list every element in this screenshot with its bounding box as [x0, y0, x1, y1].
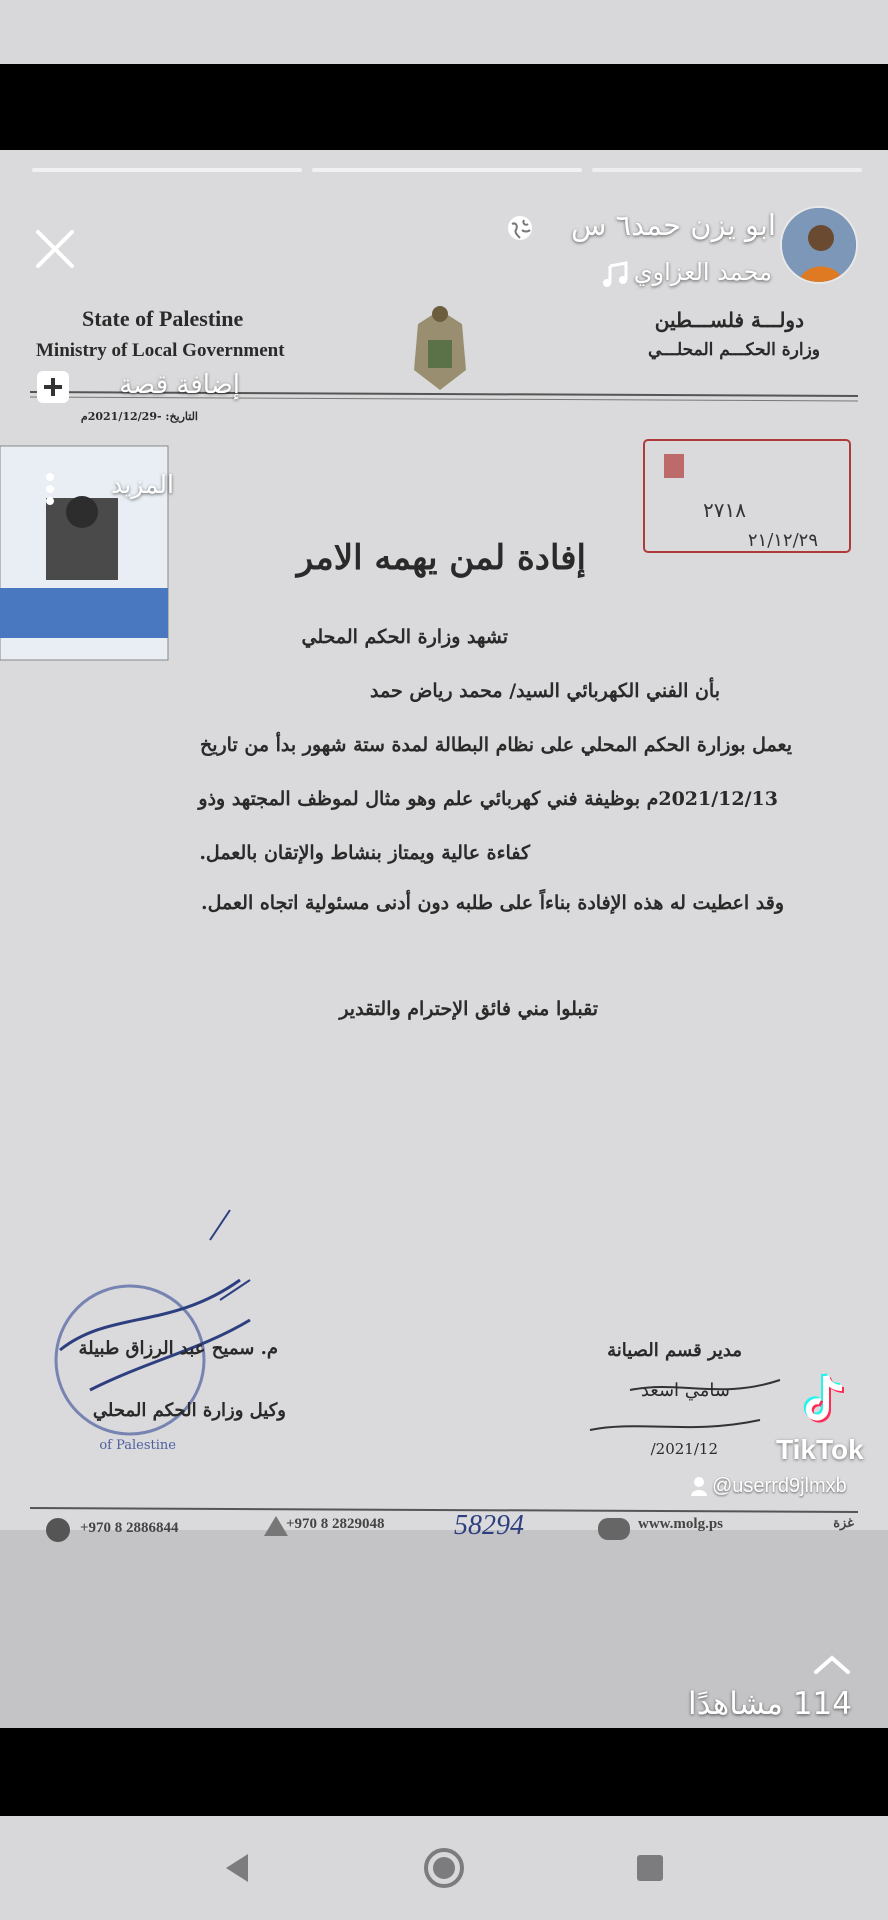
- doc-line-5: كفاءة عالية ويمتاز بنشاط والإتقان بالعمل.: [199, 842, 530, 864]
- story-progress-1: [32, 168, 302, 172]
- doc-line-1: تشهد وزارة الحكم المحلي: [301, 626, 508, 648]
- home-circle-icon: [422, 1846, 466, 1890]
- bottom-letterbox: [0, 1728, 888, 1816]
- header-en-ministry: Ministry of Local Government: [36, 340, 285, 361]
- footer-website: www.molg.ps: [638, 1516, 724, 1532]
- close-icon: [30, 224, 80, 274]
- more-dots: [44, 472, 56, 506]
- footer-handwritten-number: 58294: [454, 1510, 524, 1541]
- story-progress-2: [312, 168, 582, 172]
- nav-recents-button[interactable]: [628, 1846, 672, 1890]
- views-count[interactable]: 114 مشاهدًا: [688, 1686, 852, 1722]
- nav-back-button[interactable]: [216, 1846, 260, 1890]
- footer-city: غزة: [833, 1516, 854, 1531]
- header-en-state: State of Palestine: [82, 306, 244, 331]
- tiktok-user-icon: [690, 1476, 708, 1496]
- doc-line-4: 2021/12/13م بوظيفة فني كهربائي علم وهو مثال لموظف المجتهد وذو: [198, 788, 778, 810]
- doc-line-3: يعمل بوزارة الحكم المحلي على نظام البطالة لمدة ستة شهور بدأ من تاريخ: [199, 734, 792, 756]
- author-avatar[interactable]: [780, 206, 858, 284]
- person-icon: [690, 1476, 708, 1496]
- time-ago: ٦ س: [570, 208, 632, 242]
- maintenance-manager-title: مدير قسم الصيانة: [607, 1340, 742, 1361]
- document-title: إفادة لمن يهمه الامر: [296, 538, 586, 578]
- views-expand[interactable]: [810, 1650, 854, 1678]
- signatory-name: م. سميح عبد الرزاق طبيلة: [78, 1338, 278, 1359]
- add-box-icon: [34, 368, 72, 406]
- seal-text: of Palestine: [99, 1438, 176, 1453]
- music-note: [600, 260, 630, 290]
- status-strip: [0, 0, 888, 64]
- footer-phone: +970 8 2886844: [80, 1520, 179, 1536]
- header-date: التاريخ: -2021/12/29م: [80, 410, 198, 423]
- music-note-icon: [600, 260, 630, 290]
- close-button[interactable]: [30, 224, 80, 274]
- globe-icon: [506, 214, 534, 242]
- add-story-label: إضافة قصة: [119, 370, 240, 400]
- more-vertical-icon: [44, 472, 56, 506]
- tiktok-logo: [796, 1368, 856, 1428]
- tiktok-icon: [796, 1368, 856, 1428]
- signatory-title: وكيل وزارة الحكم المحلي: [92, 1400, 286, 1421]
- more-label: المزيد: [111, 470, 174, 499]
- top-letterbox: [0, 64, 888, 150]
- author-name[interactable]: ابو يزن حمد: [631, 208, 776, 242]
- tiktok-username: @userrd9jlmxb: [712, 1475, 847, 1497]
- more-button[interactable]: [44, 466, 174, 510]
- doc-line-6: وقد اعطيت له هذه الإفادة بناءاً على طلبه دون أدنى مسئولية اتجاه العمل.: [201, 892, 784, 914]
- maintenance-manager-name: سامي اسعد: [640, 1380, 730, 1401]
- stamp-number: ٢٧١٨: [703, 498, 746, 522]
- privacy-globe: [506, 214, 534, 242]
- add-story-button[interactable]: [30, 366, 240, 410]
- nav-home-button[interactable]: [422, 1846, 466, 1890]
- system-nav-bar: [0, 1816, 888, 1920]
- stamp-date: ٢١/١٢/٢٩: [747, 530, 818, 551]
- doc-closing: تقبلوا مني فائق الإحترام والتقدير: [339, 998, 598, 1020]
- header-ar-state: دولـــة فلســـطين: [654, 308, 804, 332]
- footer-fax: +970 8 2829048: [286, 1516, 385, 1532]
- story-progress-3: [592, 168, 862, 172]
- chevron-up-icon: [810, 1650, 854, 1678]
- add-box: [34, 368, 72, 406]
- back-triangle-icon: [216, 1846, 260, 1890]
- recents-square-icon: [628, 1846, 672, 1890]
- doc-line-2: بأن الفني الكهربائي السيد/ محمد رياض حمد: [370, 680, 720, 702]
- tiktok-brand: TikTok: [776, 1434, 864, 1465]
- header-ar-ministry: وزارة الحكـــم المحلـــي: [647, 340, 820, 360]
- maintenance-sign-date: 2021/12/: [650, 1440, 718, 1458]
- music-track[interactable]: محمد العزاوي: [633, 258, 772, 286]
- author-line[interactable]: [571, 208, 776, 242]
